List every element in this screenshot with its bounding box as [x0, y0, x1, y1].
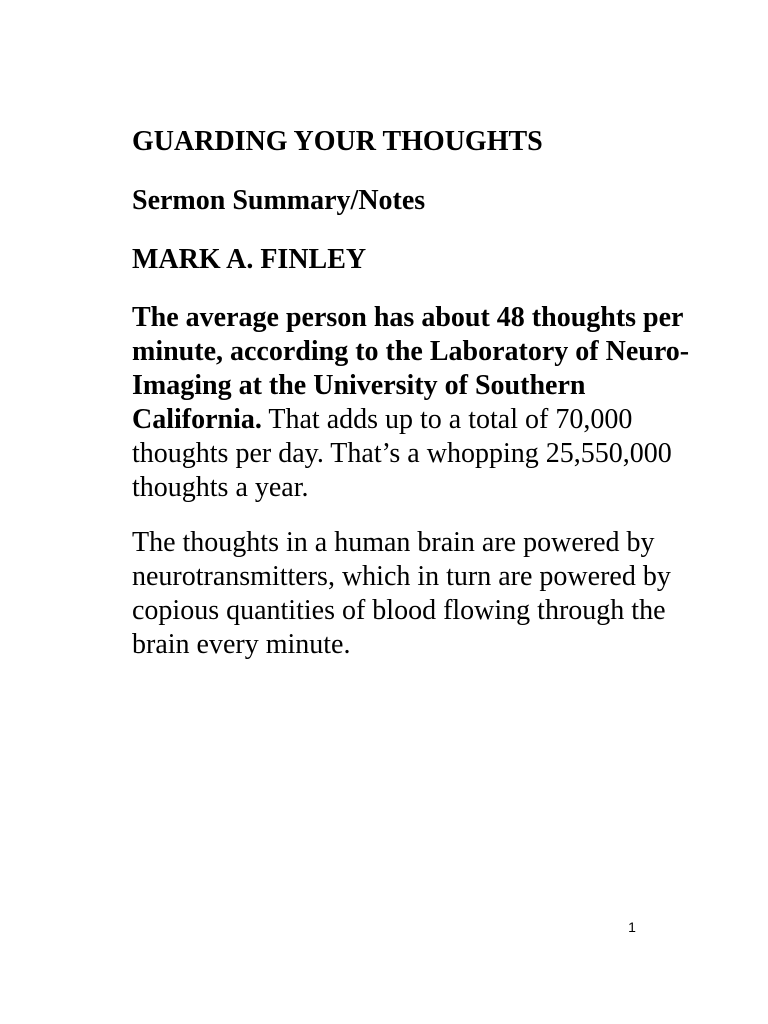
document-title: GUARDING YOUR THOUGHTS — [132, 126, 543, 157]
document-subtitle: Sermon Summary/Notes — [132, 185, 426, 216]
page-number: 1 — [628, 919, 636, 935]
paragraph-statistics — [132, 301, 692, 505]
paragraph-neurotransmitters: The thoughts in a human brain are powered by neurotransmitters, which in turn are powered by copious quantities of blood flowing through the brain every minute. — [132, 527, 671, 660]
page-content — [132, 124, 692, 662]
paragraph-statistics-bold: The average person has about 48 thoughts per minute, according to the Laboratory of Neuro- Imaging at the University of Southern California. — [132, 302, 690, 435]
document-author: MARK A. FINLEY — [132, 244, 367, 275]
paragraph-statistics-regular: That adds up to a total of 70,000 thoughts per day. That’s a whopping 25,550,000 thoughts a year. — [132, 404, 672, 503]
